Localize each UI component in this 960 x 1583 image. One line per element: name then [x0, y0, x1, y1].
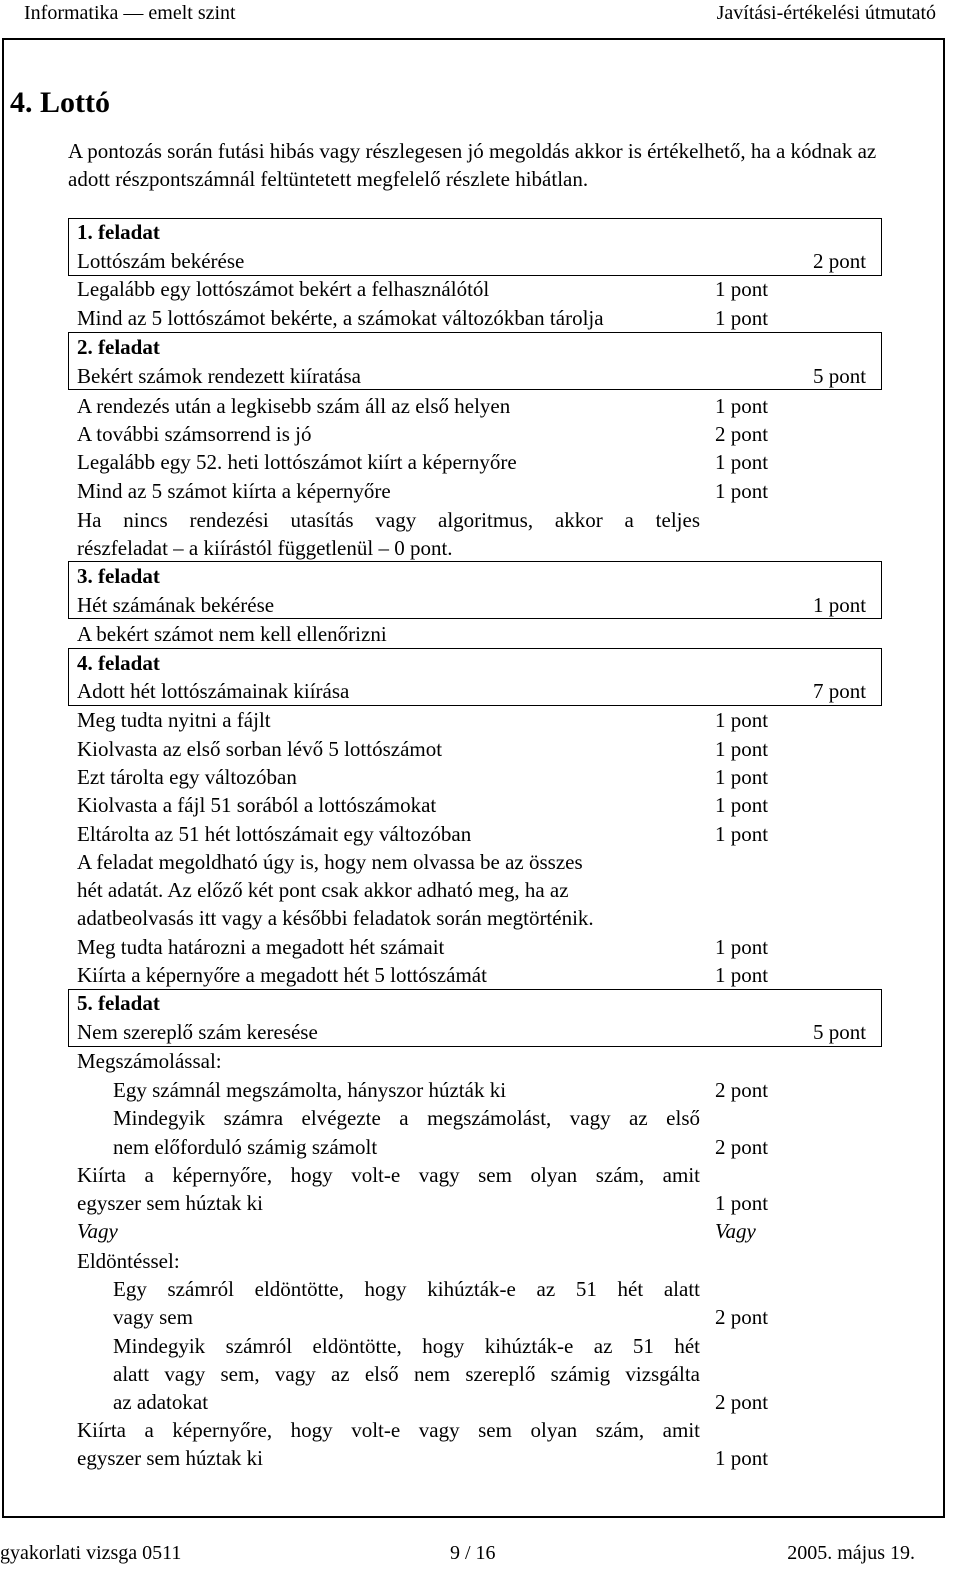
- row-text: Kiírta a képernyőre a megadott hét 5 lottószámát: [77, 963, 487, 987]
- footer-right: 2005. május 19.: [787, 1542, 915, 1564]
- row-points: 1 pont: [715, 479, 769, 503]
- row-text: Mind az 5 számot kiírta a képernyőre: [77, 479, 391, 503]
- row-points: 1 pont: [715, 277, 769, 301]
- row-points: 2 pont: [715, 1135, 769, 1159]
- row-text: Adott hét lottószámainak kiírása: [77, 679, 350, 703]
- row-text: egyszer sem húztak ki: [77, 1191, 264, 1215]
- row-text: A további számsorrend is jó: [77, 422, 312, 446]
- row-points: 1 pont: [715, 935, 769, 959]
- row-points: 2 pont: [715, 1078, 769, 1102]
- row-points: 2 pont: [715, 1390, 769, 1414]
- row-text: A bekért számot nem kell ellenőrizni: [77, 622, 387, 646]
- section-title: 4. Lottó: [10, 86, 110, 119]
- task-total-points: 7 pont: [813, 679, 867, 703]
- header-right: Javítási-értékelési útmutató: [716, 2, 936, 24]
- row-text: Hét számának bekérése: [77, 593, 275, 617]
- row-points: 1 pont: [715, 1446, 769, 1470]
- row-points: 1 pont: [715, 822, 769, 846]
- footer-center: 9 / 16: [450, 1542, 496, 1564]
- row-text: Megszámolással:: [77, 1049, 222, 1073]
- row-text: Legalább egy lottószámot bekért a felhasználótól: [77, 277, 490, 301]
- row-text: Nem szereplő szám keresése: [77, 1020, 318, 1044]
- row-text: Mind az 5 lottószámot bekérte, a számokat változókban tárolja: [77, 306, 604, 330]
- task-heading: 4. feladat: [77, 651, 160, 675]
- row-text: Ha nincs rendezési utasítás vagy algoritmus, akkor a teljes: [77, 508, 700, 532]
- row-text: Meg tudta nyitni a fájlt: [77, 708, 271, 732]
- row-text: Egy számról eldöntötte, hogy kihúzták-e az 51 hét alatt: [113, 1277, 700, 1301]
- page-header: [0, 0, 960, 40]
- task-total-points: 1 pont: [813, 593, 867, 617]
- row-points: Vagy: [715, 1219, 756, 1243]
- row-points: 1 pont: [715, 708, 769, 732]
- row-text: adatbeolvasás itt vagy a későbbi feladatok során megtörténik.: [77, 906, 594, 930]
- row-text: Eltárolta az 51 hét lottószámait egy változóban: [77, 822, 472, 846]
- row-text: részfeladat – a kiírástól függetlenül – 0 pont.: [77, 536, 453, 560]
- row-text: Ezt tárolta egy változóban: [77, 765, 297, 789]
- row-text: alatt vagy sem, vagy az első nem szereplő számig vizsgálta: [113, 1362, 700, 1386]
- row-text: Vagy: [77, 1219, 118, 1243]
- task-total-points: 2 pont: [813, 249, 867, 273]
- row-text: vagy sem: [113, 1305, 193, 1329]
- row-text: Egy számnál megszámolta, hányszor húzták ki: [113, 1078, 507, 1102]
- row-text: Meg tudta határozni a megadott hét számait: [77, 935, 445, 959]
- task-heading: 3. feladat: [77, 564, 160, 588]
- row-text: Kiírta a képernyőre, hogy volt-e vagy sem olyan szám, amit: [77, 1163, 700, 1187]
- task-heading: 1. feladat: [77, 220, 160, 244]
- row-points: 1 pont: [715, 1191, 769, 1215]
- row-text: Bekért számok rendezett kiíratása: [77, 364, 361, 388]
- task-heading: 5. feladat: [77, 991, 160, 1015]
- row-points: 1 pont: [715, 450, 769, 474]
- row-text: nem előforduló számig számolt: [113, 1135, 378, 1159]
- row-points: 1 pont: [715, 963, 769, 987]
- row-points: 2 pont: [715, 422, 769, 446]
- row-text: Lottószám bekérése: [77, 249, 245, 273]
- row-text: Legalább egy 52. heti lottószámot kiírt a képernyőre: [77, 450, 517, 474]
- row-text: egyszer sem húztak ki: [77, 1446, 264, 1470]
- row-text: hét adatát. Az előző két pont csak akkor adható meg, ha az: [77, 878, 569, 902]
- row-text: Eldöntéssel:: [77, 1249, 180, 1273]
- row-points: 1 pont: [715, 394, 769, 418]
- row-text: Kiolvasta az első sorban lévő 5 lottószámot: [77, 737, 443, 761]
- task-heading: 2. feladat: [77, 335, 160, 359]
- footer-left: gyakorlati vizsga 0511: [0, 1542, 182, 1564]
- row-text: Kiolvasta a fájl 51 sorából a lottószámokat: [77, 793, 437, 817]
- row-points: 2 pont: [715, 1305, 769, 1329]
- row-text: az adatokat: [113, 1390, 209, 1414]
- row-text: Mindegyik számról eldöntötte, hogy kihúzták-e az 51 hét: [113, 1334, 700, 1358]
- row-text: A feladat megoldható úgy is, hogy nem olvassa be az összes: [77, 850, 583, 874]
- row-points: 1 pont: [715, 765, 769, 789]
- row-text: A rendezés után a legkisebb szám áll az első helyen: [77, 394, 511, 418]
- row-points: 1 pont: [715, 306, 769, 330]
- task-total-points: 5 pont: [813, 1020, 867, 1044]
- intro-paragraph: A pontozás során futási hibás vagy részlegesen jó megoldás akkor is értékelhető, ha a kódnak az adott részpontszámnál feltüntetett megfelelő részlete hibátlan.: [68, 139, 877, 191]
- row-text: Mindegyik számra elvégezte a megszámolást, vagy az első: [113, 1106, 700, 1130]
- row-text: Kiírta a képernyőre, hogy volt-e vagy sem olyan szám, amit: [77, 1418, 700, 1442]
- row-points: 1 pont: [715, 737, 769, 761]
- header-left: Informatika — emelt szint: [24, 2, 236, 24]
- task-total-points: 5 pont: [813, 364, 867, 388]
- row-points: 1 pont: [715, 793, 769, 817]
